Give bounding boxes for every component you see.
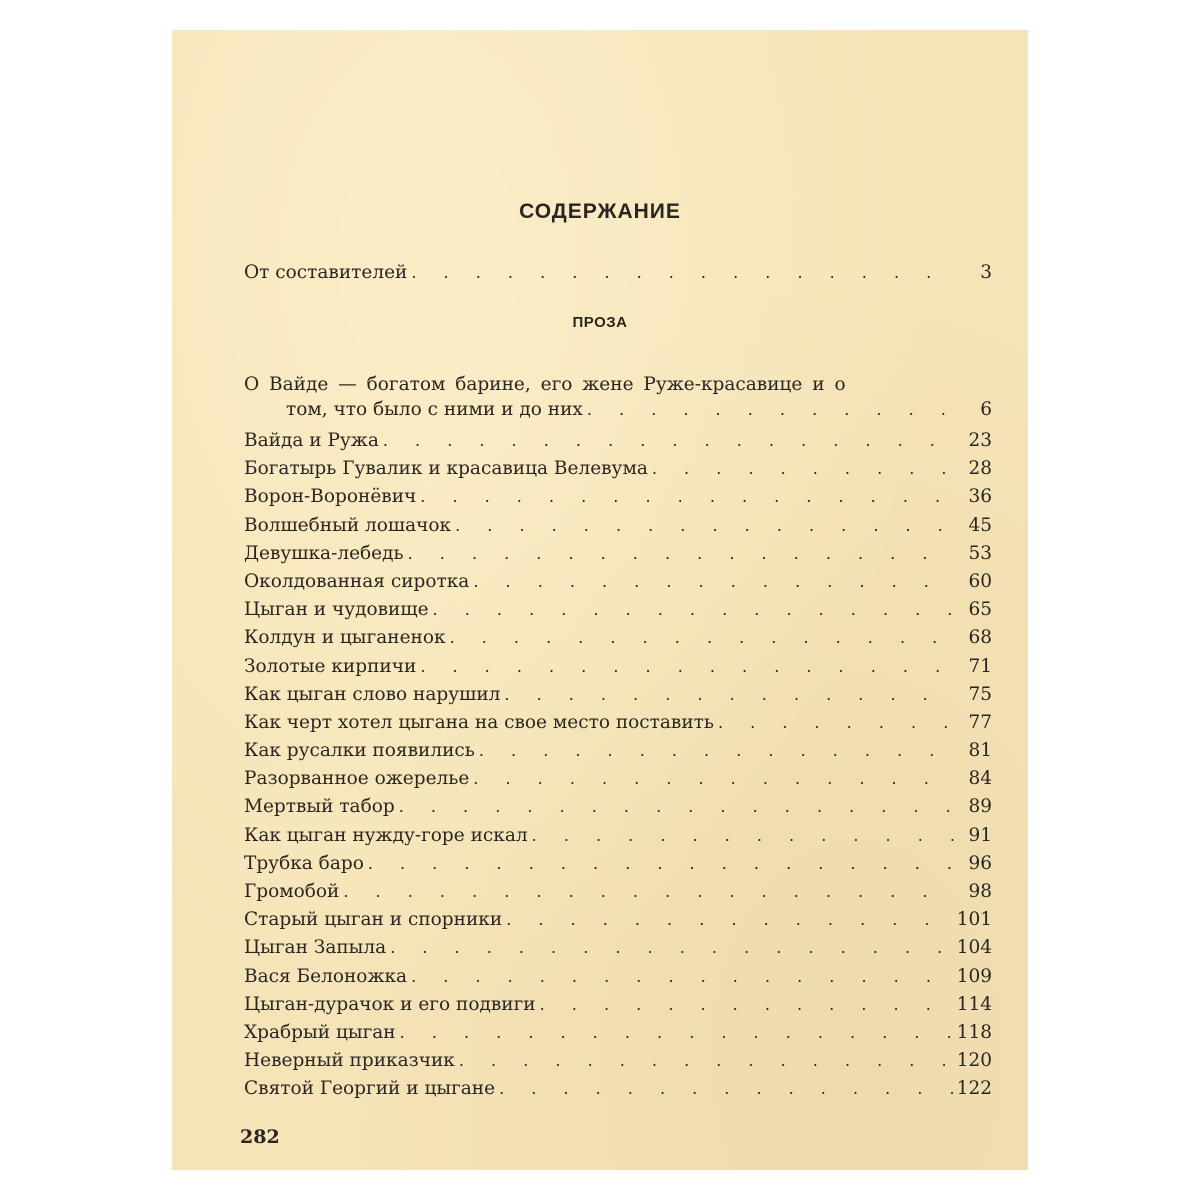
dot-leader (368, 850, 954, 878)
dot-leader (506, 906, 953, 934)
toc-entry-page: 53 (968, 542, 992, 564)
toc-entry-title: Богатырь Гувалик и красавица Велевума (244, 458, 648, 480)
book-page (172, 30, 1028, 1170)
toc-entry-page: 60 (968, 570, 992, 592)
toc-entry-title: Святой Георгий и цыгане (244, 1078, 496, 1100)
dot-leader (343, 878, 954, 906)
toc-entry-page: 68 (968, 627, 992, 649)
toc-entry-title: Вайда и Ружа (244, 430, 379, 451)
toc-entry (244, 624, 992, 652)
toc-entry-title: Трубка баро (244, 852, 364, 874)
toc-entry-page: 91 (968, 824, 992, 846)
toc-entry (244, 455, 992, 483)
dot-leader (504, 681, 954, 709)
toc-entry-title: Как черт хотел цыгана на свое место поставить (244, 711, 714, 733)
dot-leader (411, 963, 953, 991)
page-number: 282 (240, 1126, 280, 1148)
toc-entry-front-matter (244, 262, 992, 290)
toc-entry-page: 65 (968, 599, 992, 621)
toc-entry-title: Громобой (244, 881, 340, 902)
toc-title: СОДЕРЖАНИЕ (519, 200, 681, 223)
toc-entry-page: 98 (968, 881, 992, 902)
toc-entry-title: Колдун и цыганенок (244, 627, 446, 649)
toc-entry (244, 793, 992, 821)
toc-entry-title: Ворон-Воронёвич (244, 486, 417, 508)
toc-entry-page: 84 (968, 768, 992, 790)
toc-entry-list (244, 427, 992, 1104)
toc-entry (244, 1047, 992, 1075)
toc-entry-title-line1: О Вайде — богатом барине, его жене Руже-красавице и о (244, 374, 846, 395)
toc-entry-page: 101 (956, 909, 992, 931)
toc-entry-title: От составителей (244, 262, 408, 283)
dot-leader (473, 765, 954, 793)
toc-entry-title: Цыган и чудовище (244, 599, 429, 621)
toc-entry-title: Цыган-дурачок и его подвиги (244, 993, 536, 1015)
toc-entry (244, 822, 992, 850)
toc-entry-page: 104 (956, 937, 992, 959)
dot-leader (540, 991, 953, 1019)
toc-entry-page: 96 (968, 852, 992, 874)
toc-entry-page: 120 (956, 1050, 992, 1072)
dot-leader (420, 483, 954, 511)
toc-entry (244, 991, 992, 1019)
toc-entry-title: Вася Белоножка (244, 965, 408, 987)
toc-entry-page: 6 (980, 399, 992, 420)
toc-entry (244, 906, 992, 934)
toc-entry-title: Волшебный лошачок (244, 514, 452, 536)
toc-entry (244, 934, 992, 962)
dot-leader (652, 455, 954, 483)
toc-entry-page: 114 (956, 993, 992, 1015)
dot-leader (383, 427, 954, 455)
toc-entry-page: 89 (968, 796, 992, 818)
toc-entry-title: Как русалки появились (244, 740, 475, 762)
toc-entry (244, 681, 992, 709)
section-heading: ПРОЗА (572, 314, 628, 331)
toc-entry (244, 878, 992, 906)
dot-leader (408, 540, 954, 568)
dot-leader (587, 400, 954, 419)
toc-entry-title: Цыган Запыла (244, 937, 387, 959)
toc-entry (244, 709, 992, 737)
toc-entry (244, 737, 992, 765)
toc-entry (244, 653, 992, 681)
toc-entry (244, 1019, 992, 1047)
dot-leader (459, 1047, 953, 1075)
toc-entry (244, 540, 992, 568)
toc-entry (244, 963, 992, 991)
toc-entry-title: Разорванное ожерелье (244, 768, 470, 790)
toc-entry-title: Старый цыган и спорники (244, 909, 503, 931)
toc-entry-page: 3 (980, 262, 992, 283)
toc-entry-page: 23 (968, 430, 992, 451)
toc-entry-title: Как цыган слово нарушил (244, 683, 501, 705)
toc-entry (244, 568, 992, 596)
toc-entry-title: Как цыган нужду-горе искал (244, 824, 528, 846)
dot-leader (499, 1075, 953, 1103)
dot-leader (450, 624, 954, 652)
dot-leader (532, 822, 954, 850)
toc-entry-page: 81 (968, 740, 992, 762)
dot-leader (420, 653, 954, 681)
toc-entry (244, 483, 992, 511)
dot-leader (718, 709, 954, 737)
toc-entry-multiline (244, 371, 992, 427)
toc-entry-page: 118 (956, 1021, 992, 1043)
dot-leader (479, 737, 954, 765)
toc-entry-page: 36 (968, 486, 992, 508)
dot-leader (390, 934, 953, 962)
toc-entry-title: Мертвый табор (244, 796, 395, 818)
toc-entry-title-line2: том, что было с ними и до них (286, 399, 583, 420)
toc-entry-page: 109 (956, 965, 992, 987)
toc-entry-title: Девушка-лебедь (244, 542, 404, 564)
toc-entry-line2 (244, 399, 992, 427)
toc-entry (244, 512, 992, 540)
dot-leader (400, 1019, 953, 1047)
toc-entry-title: Неверный приказчик (244, 1050, 455, 1072)
toc-entry-title: Околдованная сиротка (244, 570, 470, 592)
toc-entry (244, 596, 992, 624)
dot-leader (411, 263, 954, 282)
dot-leader (399, 793, 954, 821)
toc-entry (244, 850, 992, 878)
dot-leader (433, 596, 954, 624)
toc-entry-page: 71 (968, 655, 992, 677)
toc-entry (244, 765, 992, 793)
toc-entry-title: Золотые кирпичи (244, 655, 417, 677)
toc-entry-page: 122 (956, 1078, 992, 1100)
toc-entry (244, 427, 992, 455)
dot-leader (473, 568, 954, 596)
toc-entry-page: 45 (968, 514, 992, 536)
dot-leader (455, 512, 954, 540)
toc-entry (244, 1075, 992, 1103)
toc-entry-page: 28 (968, 458, 992, 480)
toc-entry-title: Храбрый цыган (244, 1021, 396, 1043)
toc-entry-page: 75 (968, 683, 992, 705)
toc-entry-page: 77 (968, 711, 992, 733)
